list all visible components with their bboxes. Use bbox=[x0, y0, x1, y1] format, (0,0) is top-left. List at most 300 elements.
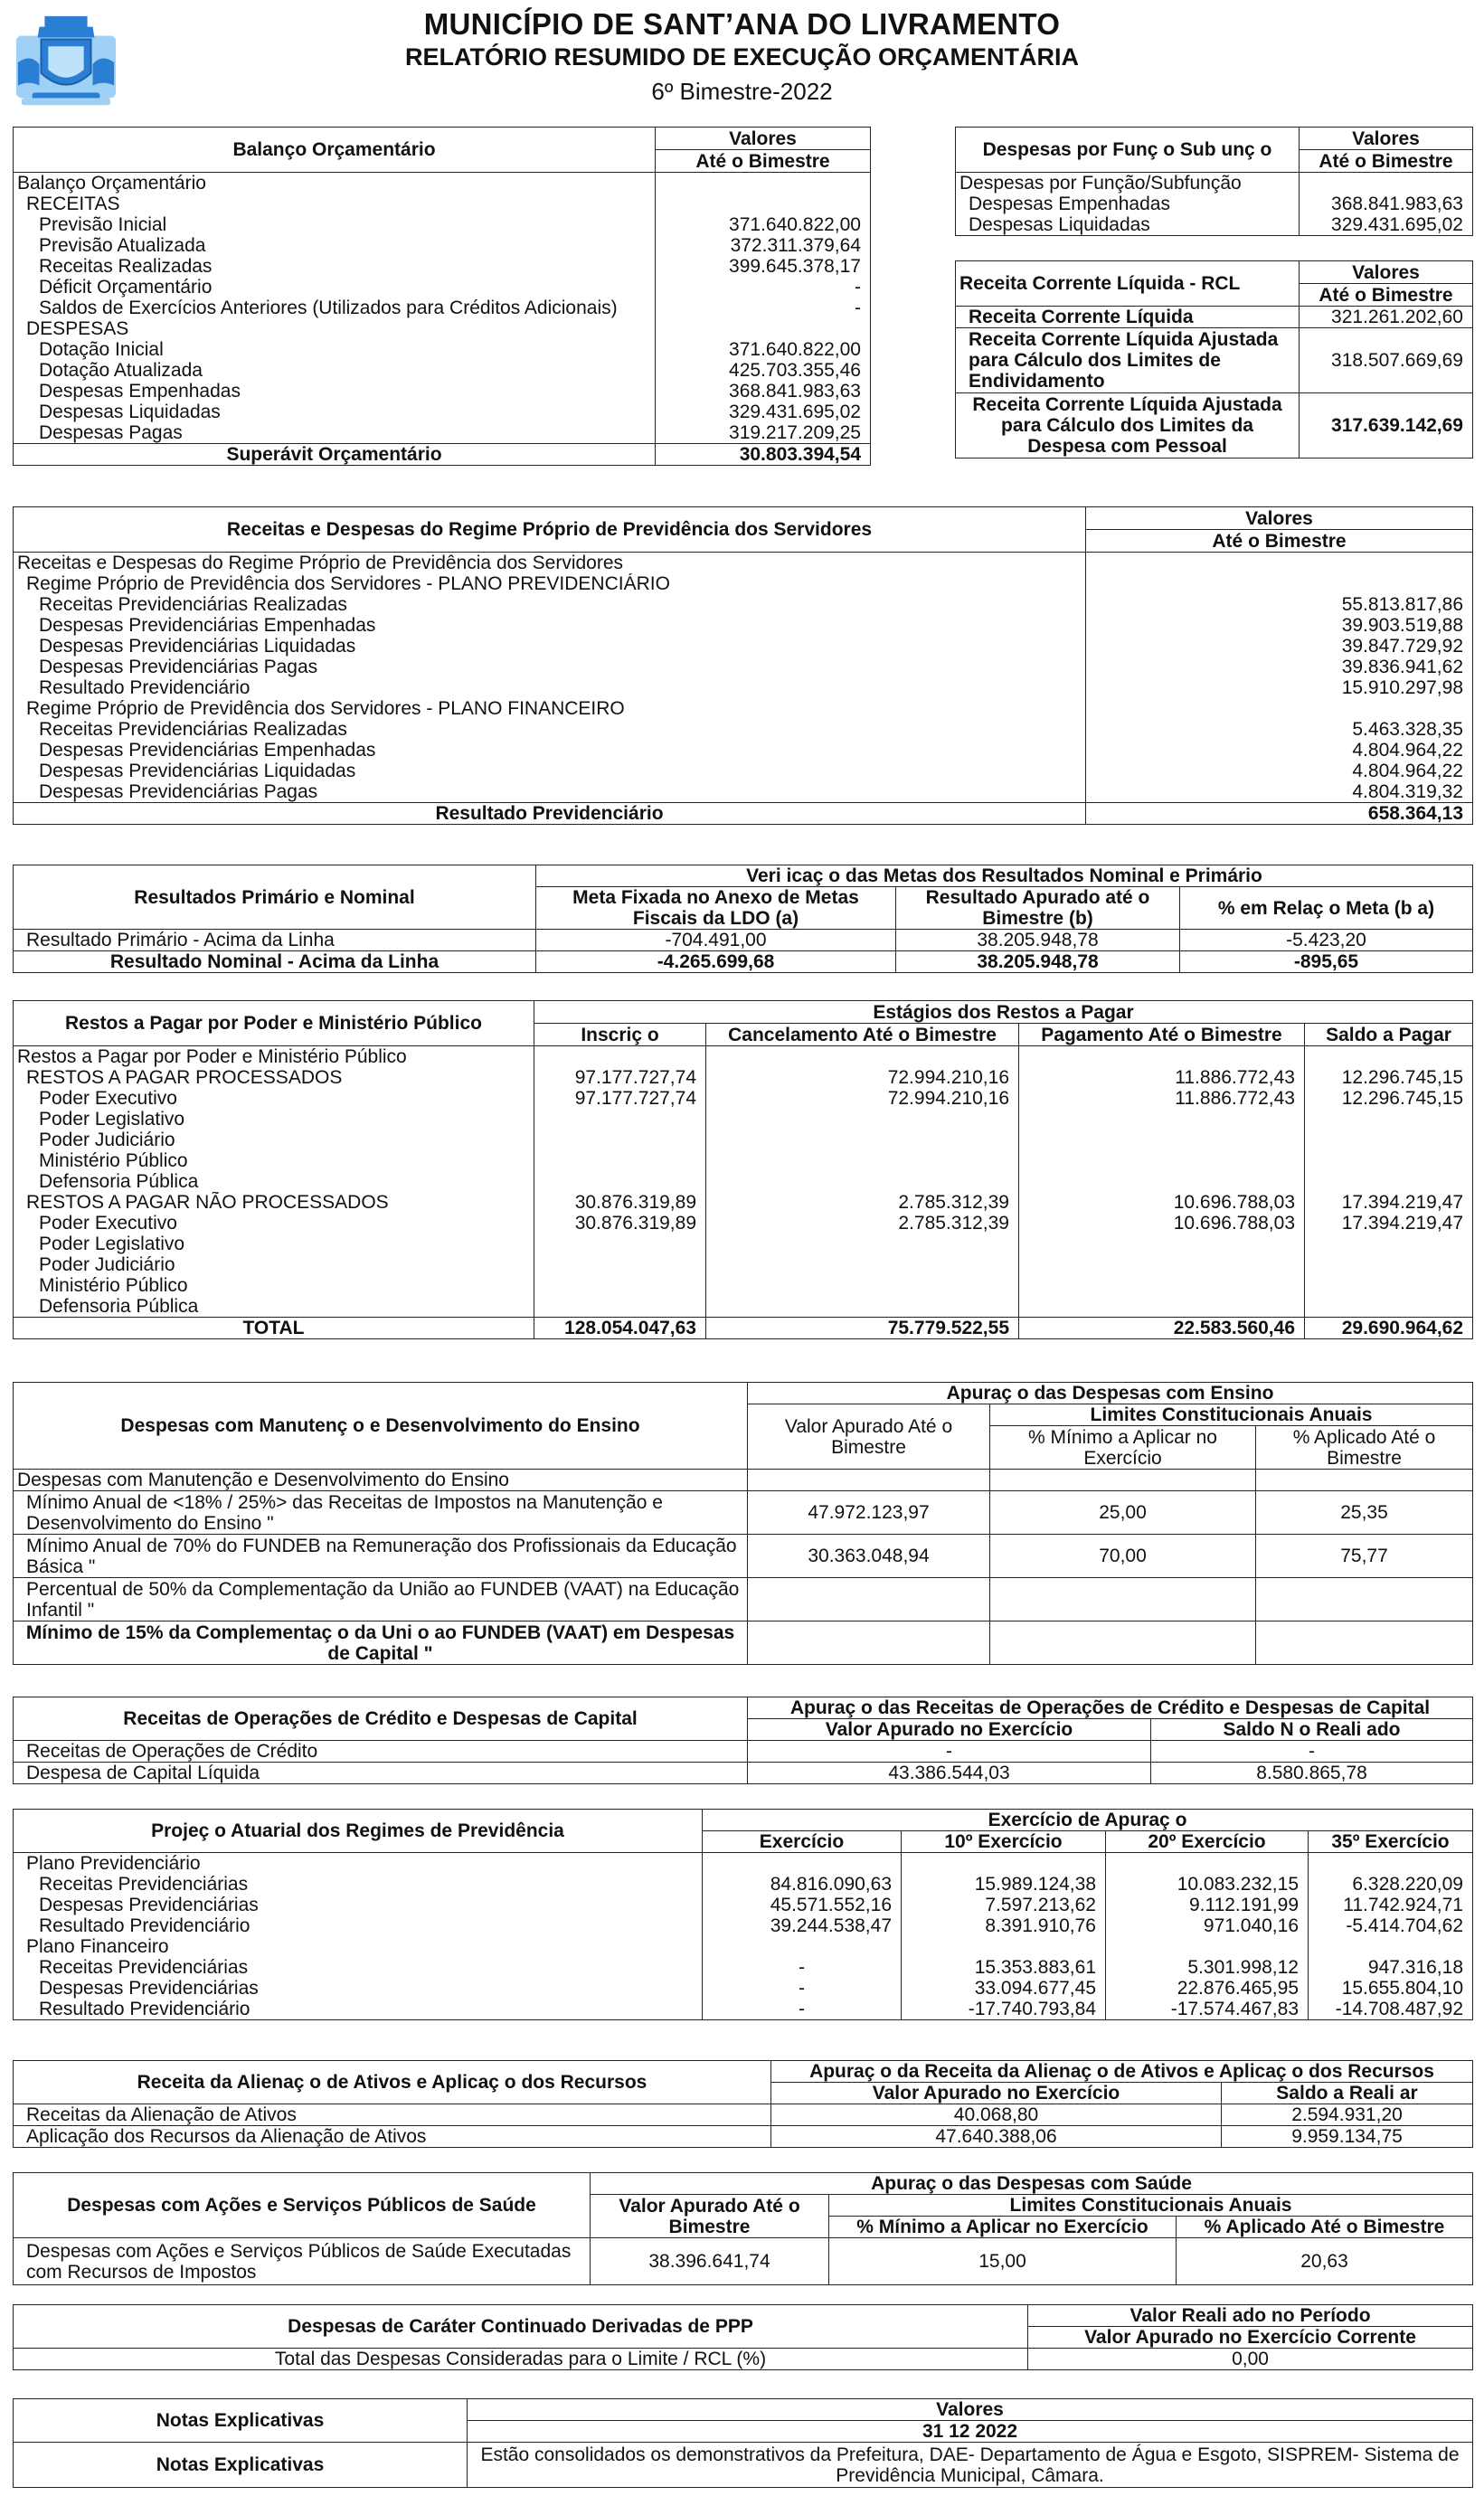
rpps-row-label: Despesas Previdenciárias Liquidadas bbox=[14, 761, 1086, 781]
balanco-row-label: Despesas Pagas bbox=[14, 422, 656, 444]
restos-row-value bbox=[1305, 1130, 1473, 1150]
funcao-row-value: 329.431.695,02 bbox=[1300, 214, 1473, 236]
restos-row-value bbox=[1019, 1150, 1305, 1171]
rpps-row bbox=[14, 677, 1473, 698]
ppp-col1: Valor Reali ado no Período bbox=[1028, 2305, 1473, 2327]
balanco-row-value: 371.640.822,00 bbox=[656, 214, 871, 235]
credito-group: Apuraç o das Receitas de Operações de Crédito e Despesas de Capital bbox=[748, 1697, 1473, 1719]
restos-row-label: RESTOS A PAGAR PROCESSADOS bbox=[14, 1067, 534, 1088]
metas-col-resultado: Resultado Apurado até o Bimestre (b) bbox=[896, 887, 1180, 930]
balanco-row-value: 319.217.209,25 bbox=[656, 422, 871, 444]
restos-row bbox=[14, 1046, 1473, 1068]
balanco-row bbox=[14, 173, 871, 194]
balanco-col-values: Valores bbox=[656, 128, 871, 150]
restos-row-value: 2.785.312,39 bbox=[706, 1213, 1019, 1234]
restos-row-label: Poder Legislativo bbox=[14, 1109, 534, 1130]
funcao-title: Despesas por Funç o Sub unç o bbox=[956, 128, 1300, 173]
atuarial-row-label: Despesas Previdenciárias bbox=[14, 1978, 703, 1999]
balanco-row bbox=[14, 277, 871, 298]
ensino-row2-apl: 75,77 bbox=[1256, 1535, 1473, 1578]
restos-row-value bbox=[1019, 1296, 1305, 1318]
rcl-row1-label: Receita Corrente Líquida bbox=[956, 307, 1300, 328]
restos-row-value bbox=[1305, 1109, 1473, 1130]
credito-row1-a: - bbox=[748, 1741, 1151, 1763]
balanco-row-label: Previsão Inicial bbox=[14, 214, 656, 235]
restos-row-label: Ministério Público bbox=[14, 1275, 534, 1296]
ensino-table bbox=[13, 1382, 1472, 1665]
rcl-table bbox=[955, 260, 1472, 459]
balanco-row-label: RECEITAS bbox=[14, 194, 656, 214]
restos-col-header: Pagamento Até o Bimestre bbox=[1019, 1024, 1305, 1046]
atuarial-row-value: 15.989.124,38 bbox=[902, 1874, 1106, 1895]
restos-row-value bbox=[1305, 1171, 1473, 1192]
balanco-row-label: Balanço Orçamentário bbox=[14, 173, 656, 194]
metas-row1-a: -704.491,00 bbox=[536, 930, 896, 951]
rpps-row bbox=[14, 740, 1473, 761]
balanco-row-label: Despesas Liquidadas bbox=[14, 402, 656, 422]
notas-title: Notas Explicativas bbox=[14, 2399, 468, 2443]
restos-title: Restos a Pagar por Poder e Ministério Público bbox=[14, 1001, 534, 1046]
balanco-row-value bbox=[656, 318, 871, 339]
rpps-total-label: Resultado Previdenciário bbox=[14, 803, 1086, 825]
restos-row-value bbox=[1019, 1046, 1305, 1068]
atuarial-row-value: 15.353.883,61 bbox=[902, 1957, 1106, 1978]
alienacao-row2-label: Aplicação dos Recursos da Alienação de Ativos bbox=[14, 2126, 771, 2148]
restos-row-value bbox=[706, 1130, 1019, 1150]
balanco-row-value: 368.841.983,63 bbox=[656, 381, 871, 402]
atuarial-row-label: Plano Previdenciário bbox=[14, 1853, 703, 1875]
atuarial-row bbox=[14, 1915, 1473, 1936]
restos-row-value bbox=[1305, 1150, 1473, 1171]
rpps-row bbox=[14, 657, 1473, 677]
atuarial-row bbox=[14, 1957, 1473, 1978]
atuarial-row bbox=[14, 1874, 1473, 1895]
rpps-title: Receitas e Despesas do Regime Próprio de Previdência dos Servidores bbox=[14, 507, 1086, 553]
rpps-row-value: 39.903.519,88 bbox=[1086, 615, 1473, 636]
restos-row-value: 97.177.727,74 bbox=[534, 1067, 706, 1088]
ensino-row4-label: Mínimo de 15% da Complementaç o da Uni o ao FUNDEB (VAAT) em Despesas de Capital " bbox=[14, 1621, 748, 1665]
ensino-row2-label: Mínimo Anual de 70% do FUNDEB na Remuneração dos Profissionais da Educação Básica " bbox=[14, 1535, 748, 1578]
restos-row-value bbox=[1019, 1234, 1305, 1254]
restos-row-value: 30.876.319,89 bbox=[534, 1213, 706, 1234]
restos-row-label: Restos a Pagar por Poder e Ministério Público bbox=[14, 1046, 534, 1068]
restos-row-value bbox=[1019, 1109, 1305, 1130]
restos-row bbox=[14, 1254, 1473, 1275]
restos-row-value bbox=[1305, 1296, 1473, 1318]
restos-row bbox=[14, 1296, 1473, 1318]
restos-row-value bbox=[534, 1109, 706, 1130]
rpps-row-value: 4.804.319,32 bbox=[1086, 781, 1473, 803]
rpps-row-value bbox=[1086, 573, 1473, 594]
restos-row-value: 72.994.210,16 bbox=[706, 1067, 1019, 1088]
atuarial-row-value: -14.708.487,92 bbox=[1309, 1999, 1473, 2020]
atuarial-row-value: 9.112.191,99 bbox=[1106, 1895, 1309, 1915]
funcao-col-values: Valores bbox=[1300, 128, 1473, 150]
credito-col1: Valor Apurado no Exercício bbox=[748, 1719, 1151, 1741]
rpps-col-values: Valores bbox=[1086, 507, 1473, 530]
rpps-row bbox=[14, 636, 1473, 657]
restos-row bbox=[14, 1171, 1473, 1192]
restos-row-label: Defensoria Pública bbox=[14, 1171, 534, 1192]
balanco-row-label: DESPESAS bbox=[14, 318, 656, 339]
funcao-row bbox=[956, 214, 1473, 236]
metas-row1-label: Resultado Primário - Acima da Linha bbox=[14, 930, 536, 951]
atuarial-row-value bbox=[1309, 1936, 1473, 1957]
atuarial-row-value bbox=[1106, 1936, 1309, 1957]
ensino-row1-min: 25,00 bbox=[990, 1491, 1256, 1535]
atuarial-row-value: 45.571.552,16 bbox=[703, 1895, 902, 1915]
restos-row-value: 2.785.312,39 bbox=[706, 1192, 1019, 1213]
balanco-total-label: Superávit Orçamentário bbox=[14, 444, 656, 466]
rpps-row-label: Regime Próprio de Previdência dos Servidores - PLANO FINANCEIRO bbox=[14, 698, 1086, 719]
ensino-row1-valor: 47.972.123,97 bbox=[748, 1491, 990, 1535]
credito-row2-label: Despesa de Capital Líquida bbox=[14, 1763, 748, 1784]
restos-row-value: 10.696.788,03 bbox=[1019, 1213, 1305, 1234]
ensino-row2-valor: 30.363.048,94 bbox=[748, 1535, 990, 1578]
restos-row bbox=[14, 1234, 1473, 1254]
restos-row bbox=[14, 1275, 1473, 1296]
funcao-row-label: Despesas Empenhadas bbox=[956, 194, 1300, 214]
restos-row bbox=[14, 1109, 1473, 1130]
balanco-row-value bbox=[656, 194, 871, 214]
ensino-section: Despesas com Manutenção e Desenvolvimento do Ensino bbox=[14, 1470, 748, 1491]
restos-row-value bbox=[534, 1275, 706, 1296]
atuarial-row-value: - bbox=[703, 1957, 902, 1978]
restos-total-value: 75.779.522,55 bbox=[706, 1318, 1019, 1339]
rcl-row3-value: 317.639.142,69 bbox=[1300, 393, 1473, 459]
ensino-title: Despesas com Manutenç o e Desenvolvimento do Ensino bbox=[14, 1383, 748, 1470]
notas-table bbox=[13, 2398, 1472, 2488]
atuarial-row-value bbox=[703, 1853, 902, 1875]
restos-row-value bbox=[706, 1046, 1019, 1068]
rpps-row-label: Regime Próprio de Previdência dos Servidores - PLANO PREVIDENCIÁRIO bbox=[14, 573, 1086, 594]
rpps-row bbox=[14, 553, 1473, 574]
metas-group: Veri icaç o das Metas dos Resultados Nominal e Primário bbox=[536, 865, 1473, 887]
atuarial-row-value bbox=[902, 1936, 1106, 1957]
restos-row-label: Poder Judiciário bbox=[14, 1130, 534, 1150]
metas-row2-a: -4.265.699,68 bbox=[536, 951, 896, 973]
atuarial-row-value: - bbox=[703, 1978, 902, 1999]
rpps-row-label: Despesas Previdenciárias Empenhadas bbox=[14, 740, 1086, 761]
balanco-row bbox=[14, 339, 871, 360]
atuarial-col-header: 20º Exercício bbox=[1106, 1831, 1309, 1853]
funcao-row-value bbox=[1300, 173, 1473, 194]
restos-total-label: TOTAL bbox=[14, 1318, 534, 1339]
rpps-row-label: Despesas Previdenciárias Liquidadas bbox=[14, 636, 1086, 657]
ensino-row2-min: 70,00 bbox=[990, 1535, 1256, 1578]
rcl-col-until: Até o Bimestre bbox=[1300, 284, 1473, 307]
atuarial-row-value: - bbox=[703, 1999, 902, 2020]
atuarial-row-value: 5.301.998,12 bbox=[1106, 1957, 1309, 1978]
atuarial-row-value: 971.040,16 bbox=[1106, 1915, 1309, 1936]
restos-row-value bbox=[706, 1171, 1019, 1192]
balanco-row bbox=[14, 402, 871, 422]
rpps-row-value: 4.804.964,22 bbox=[1086, 740, 1473, 761]
ppp-title: Despesas de Caráter Continuado Derivadas de PPP bbox=[14, 2305, 1028, 2349]
restos-row-label: Defensoria Pública bbox=[14, 1296, 534, 1318]
restos-row-value: 17.394.219,47 bbox=[1305, 1192, 1473, 1213]
balanco-row bbox=[14, 422, 871, 444]
restos-row-value bbox=[534, 1296, 706, 1318]
rpps-row-label: Receitas Previdenciárias Realizadas bbox=[14, 594, 1086, 615]
restos-row-label: RESTOS A PAGAR NÃO PROCESSADOS bbox=[14, 1192, 534, 1213]
balanco-row bbox=[14, 318, 871, 339]
ppp-row-label: Total das Despesas Consideradas para o Limite / RCL (%) bbox=[14, 2349, 1028, 2370]
restos-row-value bbox=[1019, 1275, 1305, 1296]
rpps-row-value: 4.804.964,22 bbox=[1086, 761, 1473, 781]
rpps-row bbox=[14, 615, 1473, 636]
balanco-row-label: Déficit Orçamentário bbox=[14, 277, 656, 298]
rcl-row3-label: Receita Corrente Líquida Ajustada para Cálculo dos Limites da Despesa com Pessoal bbox=[956, 393, 1300, 459]
ensino-col-valor: Valor Apurado Até o Bimestre bbox=[748, 1404, 990, 1470]
rpps-total-value: 658.364,13 bbox=[1086, 803, 1473, 825]
balanco-row-value: 329.431.695,02 bbox=[656, 402, 871, 422]
rpps-row-label: Receitas e Despesas do Regime Próprio de Previdência dos Servidores bbox=[14, 553, 1086, 574]
atuarial-row-label: Resultado Previdenciário bbox=[14, 1915, 703, 1936]
rpps-row-value: 5.463.328,35 bbox=[1086, 719, 1473, 740]
restos-row bbox=[14, 1067, 1473, 1088]
restos-row bbox=[14, 1088, 1473, 1109]
restos-row-label: Poder Judiciário bbox=[14, 1254, 534, 1275]
rcl-row2-value: 318.507.669,69 bbox=[1300, 328, 1473, 393]
rpps-row-value bbox=[1086, 553, 1473, 574]
atuarial-row-value: 33.094.677,45 bbox=[902, 1978, 1106, 1999]
restos-row-value bbox=[534, 1150, 706, 1171]
restos-row-value: 12.296.745,15 bbox=[1305, 1088, 1473, 1109]
atuarial-row bbox=[14, 1895, 1473, 1915]
metas-row1-b: 38.205.948,78 bbox=[896, 930, 1180, 951]
balanco-row-label: Dotação Atualizada bbox=[14, 360, 656, 381]
restos-row-value bbox=[534, 1130, 706, 1150]
restos-row-value bbox=[706, 1150, 1019, 1171]
ensino-col-min: % Mínimo a Aplicar no Exercício bbox=[990, 1426, 1256, 1470]
saude-row-min: 15,00 bbox=[829, 2238, 1177, 2285]
credito-col2: Saldo N o Reali ado bbox=[1151, 1719, 1473, 1741]
rpps-row-value: 39.836.941,62 bbox=[1086, 657, 1473, 677]
atuarial-row-value bbox=[902, 1853, 1106, 1875]
rpps-row-label: Despesas Previdenciárias Pagas bbox=[14, 781, 1086, 803]
ppp-col2: Valor Apurado no Exercício Corrente bbox=[1028, 2327, 1473, 2349]
metas-row1-c: -5.423,20 bbox=[1180, 930, 1473, 951]
restos-row-value bbox=[1305, 1275, 1473, 1296]
atuarial-row-value: 84.816.090,63 bbox=[703, 1874, 902, 1895]
balanco-row-value: 371.640.822,00 bbox=[656, 339, 871, 360]
credito-row1-b: - bbox=[1151, 1741, 1473, 1763]
atuarial-row-value: -17.574.467,83 bbox=[1106, 1999, 1309, 2020]
atuarial-row-value: 7.597.213,62 bbox=[902, 1895, 1106, 1915]
credito-title: Receitas de Operações de Crédito e Despesas de Capital bbox=[14, 1697, 748, 1741]
restos-row bbox=[14, 1150, 1473, 1171]
atuarial-col-header: 10º Exercício bbox=[902, 1831, 1106, 1853]
restos-row-value: 12.296.745,15 bbox=[1305, 1067, 1473, 1088]
balanco-row-value: 425.703.355,46 bbox=[656, 360, 871, 381]
atuarial-row bbox=[14, 1853, 1473, 1875]
atuarial-group: Exercício de Apuraç o bbox=[703, 1810, 1473, 1831]
notas-col-date: 31 12 2022 bbox=[468, 2421, 1473, 2443]
atuarial-row-label: Plano Financeiro bbox=[14, 1936, 703, 1957]
funcao-row-label: Despesas Liquidadas bbox=[956, 214, 1300, 236]
atuarial-row bbox=[14, 1936, 1473, 1957]
atuarial-row-value bbox=[1106, 1853, 1309, 1875]
balanco-row-label: Despesas Empenhadas bbox=[14, 381, 656, 402]
saude-table bbox=[13, 2172, 1472, 2285]
restos-row-value: 30.876.319,89 bbox=[534, 1192, 706, 1213]
rcl-row1-value: 321.261.202,60 bbox=[1300, 307, 1473, 328]
restos-col-header: Saldo a Pagar bbox=[1305, 1024, 1473, 1046]
notas-row-text: Estão consolidados os demonstrativos da Prefeitura, DAE- Departamento de Água e Esgoto, SISPREM- Sistema de Previdência Municipal, Câmara. bbox=[468, 2443, 1473, 2488]
alienacao-row2-b: 9.959.134,75 bbox=[1222, 2126, 1473, 2148]
rpps-row-value: 55.813.817,86 bbox=[1086, 594, 1473, 615]
notas-col-values: Valores bbox=[468, 2399, 1473, 2421]
alienacao-col2: Saldo a Reali ar bbox=[1222, 2083, 1473, 2104]
ensino-row3-label: Percentual de 50% da Complementação da União ao FUNDEB (VAAT) na Educação Infantil " bbox=[14, 1578, 748, 1621]
atuarial-row-value: 39.244.538,47 bbox=[703, 1915, 902, 1936]
balanco-title: Balanço Orçamentário bbox=[14, 128, 656, 173]
atuarial-row-value: 947.316,18 bbox=[1309, 1957, 1473, 1978]
rpps-row-value: 15.910.297,98 bbox=[1086, 677, 1473, 698]
balanco-row-value: 372.311.379,64 bbox=[656, 235, 871, 256]
rpps-row-label: Resultado Previdenciário bbox=[14, 677, 1086, 698]
restos-row-label: Poder Legislativo bbox=[14, 1234, 534, 1254]
report-title: RELATÓRIO RESUMIDO DE EXECUÇÃO ORÇAMENTÁRIA bbox=[404, 43, 1080, 71]
balanco-col-until: Até o Bimestre bbox=[656, 150, 871, 173]
saude-title: Despesas com Ações e Serviços Públicos de Saúde bbox=[14, 2173, 591, 2238]
balanco-row-label: Saldos de Exercícios Anteriores (Utilizados para Créditos Adicionais) bbox=[14, 298, 656, 318]
atuarial-row-value: -17.740.793,84 bbox=[902, 1999, 1106, 2020]
restos-row-value bbox=[1305, 1254, 1473, 1275]
metas-table bbox=[13, 865, 1472, 973]
restos-col-header: Cancelamento Até o Bimestre bbox=[706, 1024, 1019, 1046]
balanco-orcamentario-table bbox=[13, 127, 870, 466]
saude-col-min: % Mínimo a Aplicar no Exercício bbox=[829, 2217, 1177, 2238]
rpps-row-label: Despesas Previdenciárias Pagas bbox=[14, 657, 1086, 677]
balanco-row-value: - bbox=[656, 298, 871, 318]
restos-total-value: 128.054.047,63 bbox=[534, 1318, 706, 1339]
saude-col-valor: Valor Apurado Até o Bimestre bbox=[591, 2195, 829, 2238]
atuarial-col-header: 35º Exercício bbox=[1309, 1831, 1473, 1853]
ensino-col-apl: % Aplicado Até o Bimestre bbox=[1256, 1426, 1473, 1470]
metas-row2-label: Resultado Nominal - Acima da Linha bbox=[14, 951, 536, 973]
balanco-row bbox=[14, 360, 871, 381]
alienacao-row1-b: 2.594.931,20 bbox=[1222, 2104, 1473, 2126]
balanco-row-value: 399.645.378,17 bbox=[656, 256, 871, 277]
atuarial-row-value bbox=[703, 1936, 902, 1957]
restos-row-value: 11.886.772,43 bbox=[1019, 1088, 1305, 1109]
rpps-row bbox=[14, 698, 1473, 719]
funcao-row bbox=[956, 194, 1473, 214]
rpps-table bbox=[13, 506, 1472, 825]
saude-row-apl: 20,63 bbox=[1177, 2238, 1473, 2285]
restos-pagar-table bbox=[13, 1000, 1472, 1339]
restos-row-label: Poder Executivo bbox=[14, 1088, 534, 1109]
restos-row-value bbox=[706, 1275, 1019, 1296]
saude-row-label: Despesas com Ações e Serviços Públicos de Saúde Executadas com Recursos de Impostos bbox=[14, 2238, 591, 2285]
rpps-col-until: Até o Bimestre bbox=[1086, 530, 1473, 553]
atuarial-row bbox=[14, 1999, 1473, 2020]
report-municipality-title: MUNICÍPIO DE SANT’ANA DO LIVRAMENTO bbox=[423, 7, 1061, 41]
ensino-row1-apl: 25,35 bbox=[1256, 1491, 1473, 1535]
alienacao-table bbox=[13, 2060, 1472, 2148]
atuarial-col-header: Exercício bbox=[703, 1831, 902, 1853]
restos-row-value bbox=[1019, 1171, 1305, 1192]
funcao-row bbox=[956, 173, 1473, 194]
restos-row-value bbox=[706, 1254, 1019, 1275]
restos-row-value bbox=[534, 1254, 706, 1275]
restos-row-label: Poder Executivo bbox=[14, 1213, 534, 1234]
ppp-table bbox=[13, 2304, 1472, 2370]
funcao-col-until: Até o Bimestre bbox=[1300, 150, 1473, 173]
balanco-row-label: Dotação Inicial bbox=[14, 339, 656, 360]
restos-row bbox=[14, 1130, 1473, 1150]
restos-row-value: 72.994.210,16 bbox=[706, 1088, 1019, 1109]
balanco-row bbox=[14, 381, 871, 402]
alienacao-title: Receita da Alienaç o de Ativos e Aplicaç o dos Recursos bbox=[14, 2061, 771, 2104]
ensino-subgroup: Limites Constitucionais Anuais bbox=[990, 1404, 1473, 1426]
restos-row-value bbox=[534, 1046, 706, 1068]
restos-row-value: 11.886.772,43 bbox=[1019, 1067, 1305, 1088]
atuarial-row-label: Receitas Previdenciárias bbox=[14, 1874, 703, 1895]
restos-row bbox=[14, 1213, 1473, 1234]
saude-group: Apuraç o das Despesas com Saúde bbox=[591, 2173, 1473, 2195]
atuarial-row-label: Despesas Previdenciárias bbox=[14, 1895, 703, 1915]
rcl-col-values: Valores bbox=[1300, 261, 1473, 284]
balanco-row-value: - bbox=[656, 277, 871, 298]
restos-row-value bbox=[1019, 1254, 1305, 1275]
atuarial-row-value: 15.655.804,10 bbox=[1309, 1978, 1473, 1999]
alienacao-group: Apuraç o da Receita da Alienaç o de Ativos e Aplicaç o dos Recursos bbox=[771, 2061, 1473, 2083]
rpps-row-label: Receitas Previdenciárias Realizadas bbox=[14, 719, 1086, 740]
credito-row2-a: 43.386.544,03 bbox=[748, 1763, 1151, 1784]
restos-row-value: 97.177.727,74 bbox=[534, 1088, 706, 1109]
credito-row1-label: Receitas de Operações de Crédito bbox=[14, 1741, 748, 1763]
restos-row-value bbox=[1305, 1234, 1473, 1254]
restos-row-value bbox=[534, 1234, 706, 1254]
restos-row-value bbox=[1305, 1046, 1473, 1068]
rpps-row bbox=[14, 719, 1473, 740]
ensino-group: Apuraç o das Despesas com Ensino bbox=[748, 1383, 1473, 1404]
atuarial-title: Projeç o Atuarial dos Regimes de Previdência bbox=[14, 1810, 703, 1853]
ensino-row1-label: Mínimo Anual de <18% / 25%> das Receitas de Impostos na Manutenção e Desenvolvimento do Ensino " bbox=[14, 1491, 748, 1535]
balanco-row bbox=[14, 214, 871, 235]
restos-total-value: 22.583.560,46 bbox=[1019, 1318, 1305, 1339]
restos-row-value bbox=[534, 1171, 706, 1192]
saude-subgroup: Limites Constitucionais Anuais bbox=[829, 2195, 1473, 2217]
restos-row-value: 17.394.219,47 bbox=[1305, 1213, 1473, 1234]
alienacao-row2-a: 47.640.388,06 bbox=[771, 2126, 1222, 2148]
atuarial-row bbox=[14, 1978, 1473, 1999]
rpps-row-value bbox=[1086, 698, 1473, 719]
balanco-row bbox=[14, 298, 871, 318]
restos-group: Estágios dos Restos a Pagar bbox=[534, 1001, 1473, 1024]
credito-row2-b: 8.580.865,78 bbox=[1151, 1763, 1473, 1784]
atuarial-row-label: Receitas Previdenciárias bbox=[14, 1957, 703, 1978]
restos-row-label: Ministério Público bbox=[14, 1150, 534, 1171]
metas-col-percent: % em Relaç o Meta (b a) bbox=[1180, 887, 1473, 930]
rcl-title: Receita Corrente Líquida - RCL bbox=[956, 261, 1300, 307]
metas-col-meta: Meta Fixada no Anexo de Metas Fiscais da LDO (a) bbox=[536, 887, 896, 930]
restos-row-value bbox=[1019, 1130, 1305, 1150]
atuarial-row-value: 10.083.232,15 bbox=[1106, 1874, 1309, 1895]
balanco-row-label: Previsão Atualizada bbox=[14, 235, 656, 256]
ppp-row-value: 0,00 bbox=[1028, 2349, 1473, 2370]
rpps-row bbox=[14, 781, 1473, 803]
atuarial-row-value bbox=[1309, 1853, 1473, 1875]
balanco-row bbox=[14, 194, 871, 214]
saude-col-apl: % Aplicado Até o Bimestre bbox=[1177, 2217, 1473, 2238]
atuarial-row-value: -5.414.704,62 bbox=[1309, 1915, 1473, 1936]
funcao-row-label: Despesas por Função/Subfunção bbox=[956, 173, 1300, 194]
restos-col-header: Inscriç o bbox=[534, 1024, 706, 1046]
